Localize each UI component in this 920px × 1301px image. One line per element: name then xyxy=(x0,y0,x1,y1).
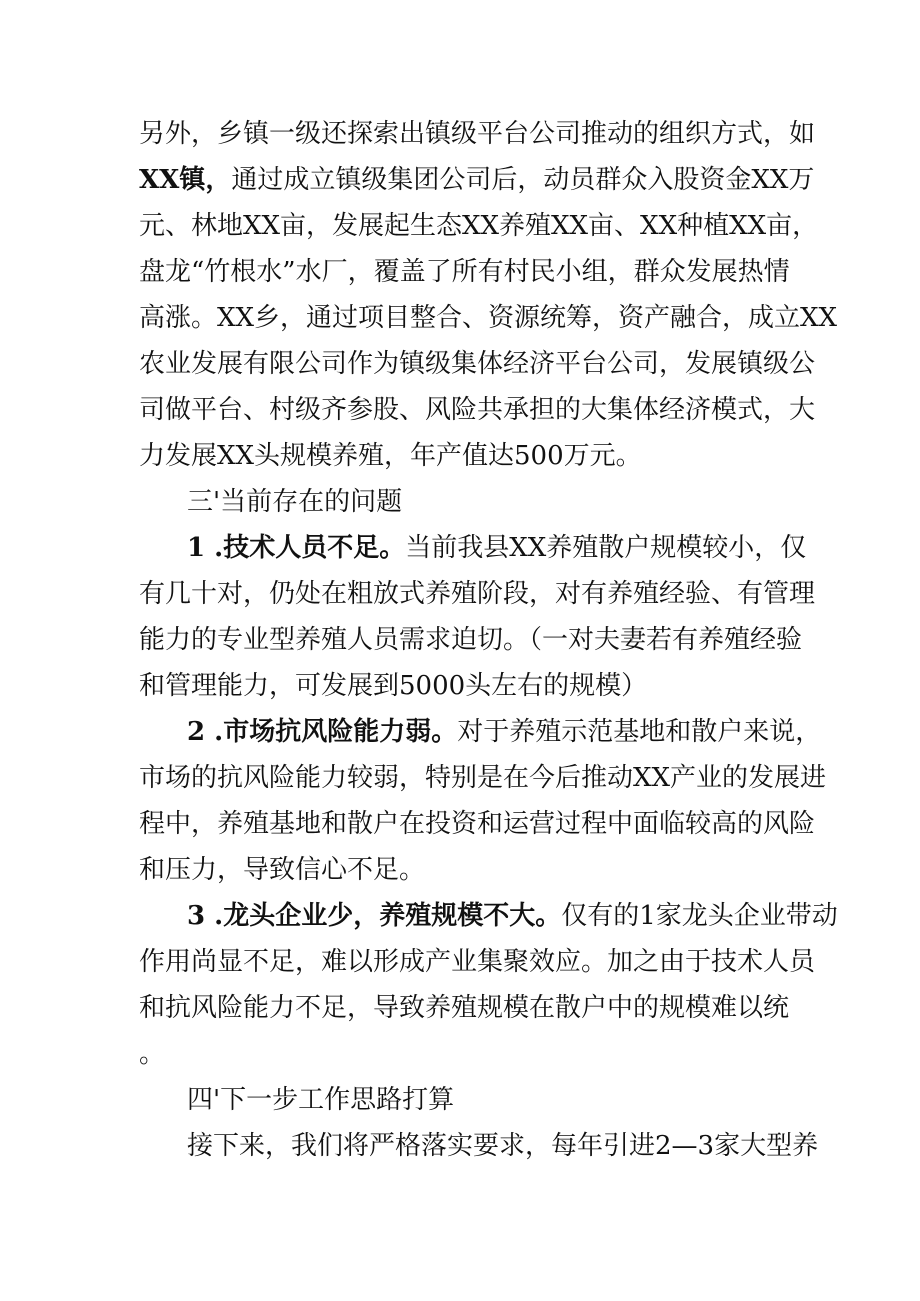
paragraph-line: 。 xyxy=(139,1039,166,1069)
text-run: 当前我县XX养殖散户规模较小，仅 xyxy=(405,533,807,563)
paragraph-line: 和压力，导致信心不足。 xyxy=(139,855,426,885)
paragraph-line: 作用尚显不足，难以形成产业集聚效应。加之由于技术人员 xyxy=(139,947,816,977)
paragraph-line xyxy=(139,160,815,200)
paragraph-line: 盘龙“竹根水”水厂，覆盖了所有村民小组，群众发展热情 xyxy=(139,257,790,287)
paragraph-line: 能力的专业型养殖人员需求迫切。（一对夫妻若有养殖经验 xyxy=(139,625,803,655)
bold-phrase: XX镇， xyxy=(139,165,232,195)
paragraph-line: 市场的抗风险能力较弱，特别是在今后推动XX产业的发展进 xyxy=(139,763,827,793)
paragraph-line: 另外，乡镇一级还探索出镇级平台公司推动的组织方式，如 xyxy=(139,119,816,149)
paragraph-line: 有几十对，仍处在粗放式养殖阶段，对有养殖经验、有管理 xyxy=(139,579,816,609)
paragraph-line: 和管理能力，可发展到5000头左右的规模） xyxy=(139,671,648,701)
paragraph-line xyxy=(187,528,807,568)
text-run: 对于养殖示范基地和散户来说， xyxy=(457,717,822,747)
paragraph-line: 农业发展有限公司作为镇级集体经济平台公司，发展镇级公 xyxy=(139,349,816,379)
paragraph-line: 接下来，我们将严格落实要求，每年引进2—3家大型养 xyxy=(187,1131,819,1161)
paragraph-line: 力发展XX头规模养殖，年产值达500万元。 xyxy=(139,441,642,471)
paragraph-line: 高涨。XX乡，通过项目整合、资源统筹，资产融合，成立XX xyxy=(139,303,838,333)
text-run: 仅有的1家龙头企业带动 xyxy=(561,901,838,931)
paragraph-line: 和抗风险能力不足，导致养殖规模在散户中的规模难以统 xyxy=(139,993,790,1023)
item-title: 3 .龙头企业少，养殖规模不大。 xyxy=(187,901,562,931)
paragraph-line xyxy=(187,896,838,936)
item-title: 2 .市场抗风险能力弱。 xyxy=(187,717,458,747)
paragraph-line: 元、林地XX亩，发展起生态XX养殖XX亩、XX种植XX亩， xyxy=(139,211,819,241)
text-run: 通过成立镇级集团公司后，动员群众入股资金XX万 xyxy=(231,165,815,195)
paragraph-line: 程中，养殖基地和散户在投资和运营过程中面临较高的风险 xyxy=(139,809,816,839)
paragraph-line xyxy=(187,712,822,752)
section-heading: 四'下一步工作思路打算 xyxy=(187,1085,455,1115)
paragraph-line: 司做平台、村级齐参股、风险共承担的大集体经济模式，大 xyxy=(139,395,816,425)
item-title: 1 .技术人员不足。 xyxy=(187,533,406,563)
section-heading: 三'当前存在的问题 xyxy=(187,487,403,517)
